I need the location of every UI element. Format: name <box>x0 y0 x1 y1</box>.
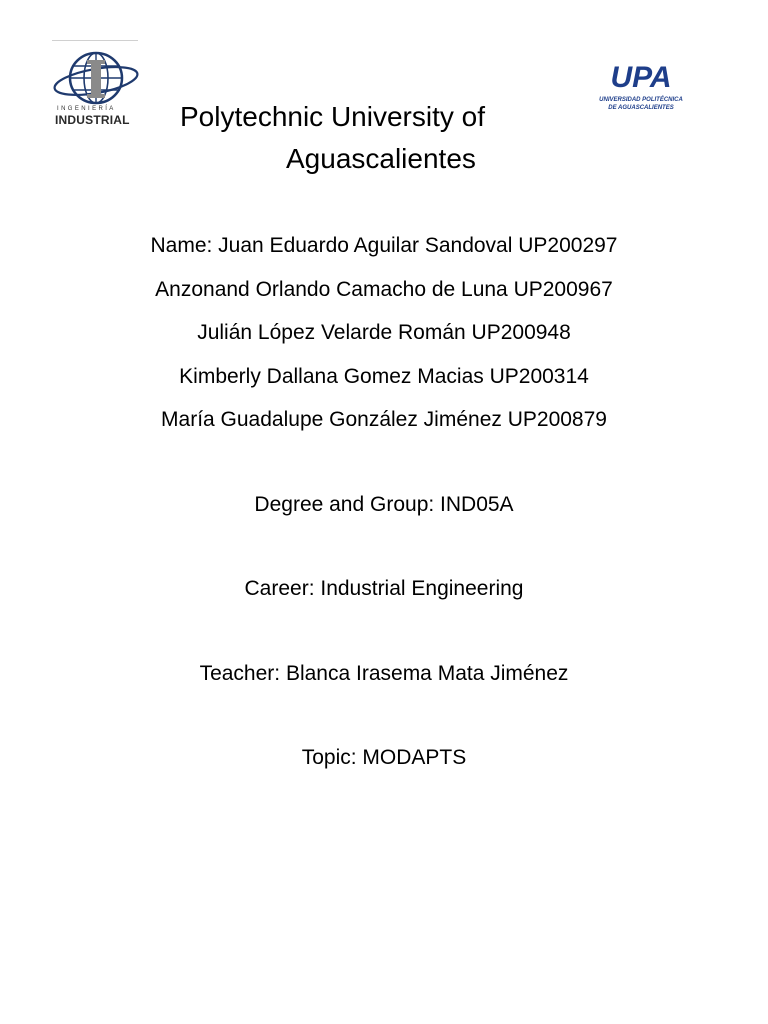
topic: Topic: MODAPTS <box>301 746 467 769</box>
career: Career: Industrial Engineering <box>244 577 524 600</box>
upa-logo-line1: UNIVERSIDAD POLITÉCNICA <box>599 97 683 103</box>
student-name-3: Julián López Velarde Román UP200948 <box>197 321 571 344</box>
student-name-2: Anzonand Orlando Camacho de Luna UP200967 <box>155 278 613 301</box>
globe-logo-icon <box>52 50 140 106</box>
ingenieria-industrial-logo <box>50 40 142 130</box>
page-title <box>180 96 540 180</box>
student-name-5: María Guadalupe González Jiménez UP200879 <box>161 408 607 431</box>
degree-group: Degree and Group: IND05A <box>254 493 514 516</box>
upa-logo-icon <box>598 56 684 94</box>
upa-logo <box>578 52 704 122</box>
title-line-2: Aguascalientes <box>286 143 476 174</box>
student-name-1: Name: Juan Eduardo Aguilar Sandoval UP200297 <box>150 234 618 257</box>
title-line-1: Polytechnic University of <box>180 101 486 132</box>
logo-small-caption: INGENIERÍA <box>57 106 116 112</box>
upa-acronym: UPA <box>610 61 672 94</box>
logo-divider <box>52 40 138 41</box>
student-name-4: Kimberly Dallana Gomez Macias UP200314 <box>179 365 589 388</box>
teacher: Teacher: Blanca Irasema Mata Jiménez <box>199 662 569 685</box>
upa-logo-line2: DE AGUASCALIENTES <box>608 105 674 111</box>
logo-large-caption: INDUSTRIAL <box>55 113 130 127</box>
